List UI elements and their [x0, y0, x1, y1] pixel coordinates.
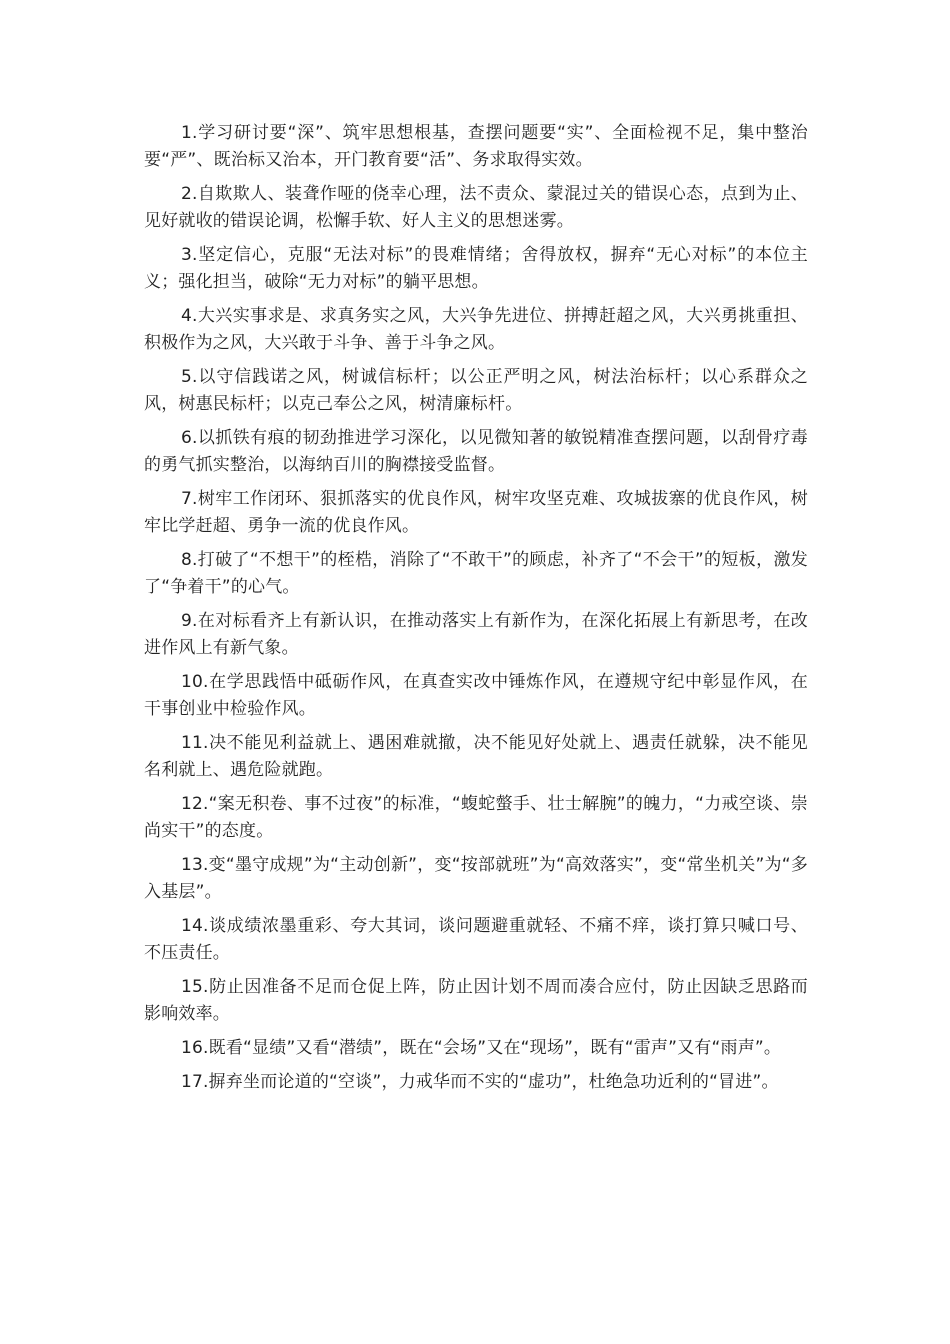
paragraph-4: 4.大兴实事求是、求真务实之风，大兴争先进位、拼搏赶超之风，大兴勇挑重担、积极作为之风，大兴敢于斗争、善于斗争之风。	[144, 306, 808, 353]
paragraph-5: 5.以守信践诺之风，树诚信标杆；以公正严明之风，树法治标杆；以心系群众之风，树惠民标杆；以克己奉公之风，树清廉标杆。	[144, 367, 808, 414]
paragraph-16: 16.既看“显绩”又看“潜绩”，既在“会场”又在“现场”，既有“雷声”又有“雨声”。	[181, 1038, 782, 1058]
paragraph-3: 3.坚定信心，克服“无法对标”的畏难情绪；舍得放权，摒弃“无心对标”的本位主义；强化担当，破除“无力对标”的躺平思想。	[144, 245, 808, 292]
paragraph-14: 14.谈成绩浓墨重彩、夸大其词，谈问题避重就轻、不痛不痒，谈打算只喊口号、不压责任。	[144, 916, 808, 963]
paragraph-11: 11.决不能见利益就上、遇困难就撤，决不能见好处就上、遇责任就躲，决不能见名利就上、遇危险就跑。	[144, 733, 808, 780]
paragraph-12: 12.“案无积卷、事不过夜”的标准，“蝮蛇螫手、壮士解腕”的魄力，“力戒空谈、崇尚实干”的态度。	[144, 794, 808, 841]
paragraph-9: 9.在对标看齐上有新认识，在推动落实上有新作为，在深化拓展上有新思考，在改进作风上有新气象。	[144, 611, 808, 658]
paragraph-17: 17.摒弃坐而论道的“空谈”，力戒华而不实的“虚功”，杜绝急功近利的“冒进”。	[181, 1072, 779, 1092]
paragraph-7: 7.树牢工作闭环、狠抓落实的优良作风，树牢攻坚克难、攻城拔寨的优良作风，树牢比学赶超、勇争一流的优良作风。	[144, 489, 808, 536]
paragraph-10: 10.在学思践悟中砥砺作风，在真查实改中锤炼作风，在遵规守纪中彰显作风，在干事创业中检验作风。	[144, 672, 808, 719]
paragraph-2: 2.自欺欺人、装聋作哑的侥幸心理，法不责众、蒙混过关的错误心态，点到为止、见好就收的错误论调，松懈手软、好人主义的思想迷雾。	[144, 184, 808, 231]
document-body	[144, 120, 808, 1103]
paragraph-15: 15.防止因准备不足而仓促上阵，防止因计划不周而凑合应付，防止因缺乏思路而影响效率。	[144, 977, 808, 1024]
paragraph-6: 6.以抓铁有痕的韧劲推进学习深化，以见微知著的敏锐精准查摆问题，以刮骨疗毒的勇气抓实整治，以海纳百川的胸襟接受监督。	[144, 428, 808, 475]
paragraph-13: 13.变“墨守成规”为“主动创新”，变“按部就班”为“高效落实”，变“常坐机关”为“多入基层”。	[144, 855, 808, 902]
paragraph-8: 8.打破了“不想干”的桎梏，消除了“不敢干”的顾虑，补齐了“不会干”的短板，激发了“争着干”的心气。	[144, 550, 808, 597]
paragraph-1: 1.学习研讨要“深”、筑牢思想根基，查摆问题要“实”、全面检视不足，集中整治要“严”、既治标又治本，开门教育要“活”、务求取得实效。	[144, 123, 808, 170]
